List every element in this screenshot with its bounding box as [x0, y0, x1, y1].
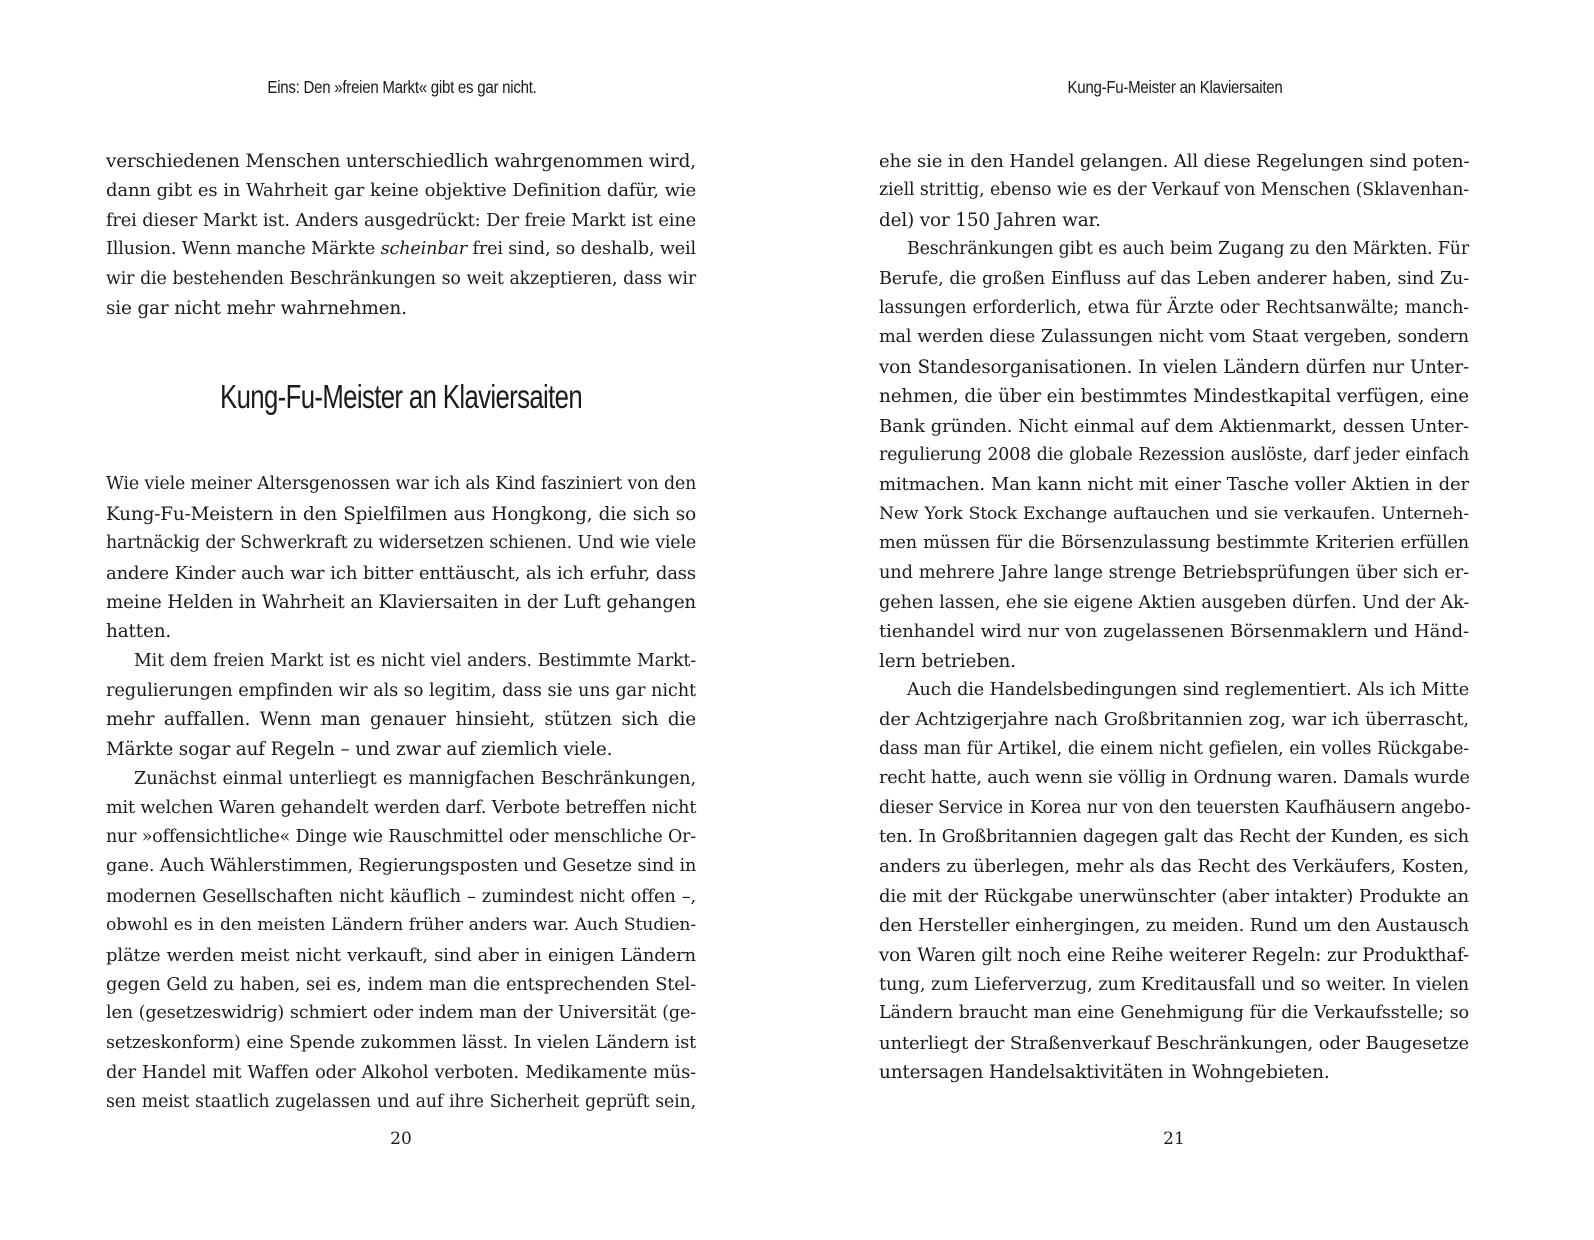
text-line: die mit der Rückgabe unerwünschter (aber intakter) Produkte an — [879, 885, 1469, 907]
text-line: mehr auffallen. Wenn man genauer hinsieht, stützen sich die — [106, 709, 696, 731]
text-line: und mehrere Jahre lange strenge Betriebsprüfungen über sich er- — [879, 562, 1469, 584]
text-line: Kung-Fu-Meistern in den Spielfilmen aus Hongkong, die sich so — [106, 503, 696, 525]
text-line: dieser Service in Korea nur von den teuersten Kaufhäusern angebo- — [879, 797, 1471, 818]
text-line: mitmachen. Man kann nicht mit einer Tasche voller Aktien in der — [879, 474, 1469, 496]
text-line: von Standesorganisationen. In vielen Ländern dürfen nur Unter- — [879, 356, 1469, 378]
text-line: ziell strittig, ebenso wie es der Verkauf von Menschen (Sklavenhan- — [879, 180, 1469, 201]
text-line: gehen lassen, ehe sie eigene Aktien ausgeben dürfen. Und der Ak- — [879, 591, 1470, 613]
text-line: nur »offensichtliche« Dinge wie Rauschmittel oder menschliche Or- — [106, 827, 696, 848]
text-line: untersagen Handelsaktivitäten in Wohngebieten. — [879, 1062, 1330, 1084]
text-line: New York Stock Exchange auftauchen und sie verkaufen. Unterneh- — [879, 503, 1469, 524]
section-heading-text: Kung-Fu-Meister an Klaviersaiten — [219, 378, 583, 416]
text-line: verschiedenen Menschen unterschiedlich wahrgenommen wird, — [106, 151, 696, 172]
text-line: ehe sie in den Handel gelangen. All diese Regelungen sind poten- — [879, 151, 1470, 172]
text-line: sie gar nicht mehr wahrnehmen. — [106, 297, 407, 319]
text-line: gegen Geld zu haben, sei es, indem man die entsprechenden Stel- — [106, 973, 696, 995]
text-line: modernen Gesellschaften nicht käuflich – zumindest nicht offen –, — [106, 885, 696, 907]
text-line: Zunächst einmal unterliegt es mannigfachen Beschränkungen, — [134, 768, 696, 790]
text-line: men müssen für die Börsenzulassung bestimmte Kriterien erfüllen — [879, 533, 1469, 554]
text-line: Ländern braucht man eine Genehmigung für die Verkaufsstelle; so — [879, 1003, 1469, 1024]
left-paragraphs-after-heading — [106, 470, 696, 1117]
left-paragraphs-before-heading — [106, 147, 696, 323]
text-line: Berufe, die großen Einfluss auf das Leben anderer haben, sind Zu- — [879, 268, 1469, 289]
text-line: meine Helden in Wahrheit an Klaviersaiten in der Luft gehangen — [106, 591, 696, 613]
text-line: frei dieser Markt ist. Anders ausgedrückt: Der freie Markt ist eine — [106, 209, 696, 231]
text-line: mit welchen Waren gehandelt werden darf. Verbote betreffen nicht — [106, 797, 697, 818]
text-line: Mit dem freien Markt ist es nicht viel anders. Bestimmte Markt- — [134, 650, 696, 671]
left-text-block — [106, 147, 696, 1117]
section-heading — [106, 323, 696, 470]
right-page — [797, 0, 1594, 1240]
text-line: wir die bestehenden Beschränkungen so weit akzeptieren, dass wir — [106, 268, 696, 289]
text-line: hatten. — [106, 621, 172, 643]
text-line: tung, zum Lieferverzug, zum Kreditausfall und so weiter. In vielen — [879, 973, 1469, 995]
text-line: unterliegt der Straßenverkauf Beschränkungen, oder Baugesetze — [879, 1032, 1469, 1054]
text-line: dann gibt es in Wahrheit gar keine objektive Definition dafür, wie — [106, 180, 696, 202]
text-line: lern betrieben. — [879, 650, 1016, 672]
text-line: Wie viele meiner Altersgenossen war ich als Kind fasziniert von den — [106, 474, 697, 495]
text-line: anders zu überlegen, mehr als das Recht des Verkäufers, Kosten, — [879, 856, 1469, 878]
text-line: Auch die Handelsbedingungen sind reglementiert. Als ich Mitte — [907, 680, 1469, 701]
text-line: mal werden diese Zulassungen nicht vom Staat vergeben, sondern — [879, 327, 1469, 348]
text-line: regulierungen empfinden wir als so legitim, dass sie uns gar nicht — [106, 680, 696, 702]
right-text-block — [879, 147, 1469, 1088]
right-paragraphs — [879, 147, 1469, 1088]
text-line: dass man für Artikel, die einem nicht gefielen, ein volles Rückgabe- — [879, 738, 1469, 759]
text-line: plätze werden meist nicht verkauft, sind aber in einigen Ländern — [106, 944, 696, 966]
text-line: der Achtzigerjahre nach Großbritannien zog, war ich überrascht, — [879, 709, 1469, 731]
text-line — [106, 235, 696, 264]
emphasis-text: scheinbar — [380, 239, 468, 260]
text-line: Bank gründen. Nicht einmal auf dem Aktienmarkt, dessen Unter- — [879, 415, 1469, 437]
text-line: setzeskonform) eine Spende zukommen lässt. In vielen Ländern ist — [106, 1032, 696, 1053]
text-line: sen meist staatlich zugelassen und auf ihre Sicherheit geprüft sein, — [106, 1091, 696, 1112]
text-line: del) vor 150 Jahren war. — [879, 209, 1101, 231]
text-segment: Illusion. Wenn manche Märkte — [106, 239, 381, 260]
text-line: tienhandel wird nur von zugelassenen Börsenmaklern und Händ- — [879, 621, 1469, 643]
text-line: recht hatte, auch wenn sie völlig in Ordnung waren. Damals wurde — [879, 768, 1470, 789]
running-head-right: Kung-Fu-Meister an Klaviersaiten — [1067, 77, 1283, 97]
text-line: nehmen, die über ein bestimmtes Mindestkapital verfügen, eine — [879, 386, 1469, 408]
text-line: hartnäckig der Schwerkraft zu widersetzen schienen. Und wie viele — [106, 533, 696, 554]
text-line: gane. Auch Wählerstimmen, Regierungsposten und Gesetze sind in — [106, 856, 697, 877]
text-line: Beschränkungen gibt es auch beim Zugang zu den Märkten. Für — [907, 239, 1470, 260]
running-head-left: Eins: Den »freien Markt« gibt es gar nicht. — [267, 77, 537, 97]
text-line: regulierung 2008 die globale Rezession auslöste, darf jeder einfach — [879, 444, 1469, 465]
text-line: ten. In Großbritannien dagegen galt das Recht der Kunden, es sich — [879, 826, 1469, 847]
text-line: der Handel mit Waffen oder Alkohol verboten. Medikamente müs- — [106, 1062, 696, 1084]
text-line: obwohl es in den meisten Ländern früher anders war. Auch Studien- — [106, 915, 696, 936]
text-line: lassungen erforderlich, etwa für Ärzte oder Rechtsanwälte; manch- — [879, 297, 1469, 318]
text-line: Märkte sogar auf Regeln – und zwar auf ziemlich viele. — [106, 738, 613, 760]
text-line: andere Kinder auch war ich bitter enttäuscht, als ich erfuhr, dass — [106, 562, 696, 584]
text-segment: frei sind, so deshalb, weil — [467, 239, 696, 260]
text-line: den Hersteller einhergingen, zu meiden. Rund um den Austausch — [879, 915, 1469, 937]
page-number-right: 21 — [1163, 1129, 1185, 1149]
text-line: len (gesetzeswidrig) schmiert oder indem man der Universität (ge- — [106, 1003, 696, 1024]
text-line: von Waren gilt noch eine Reihe weiterer Regeln: zur Produkthaf- — [879, 944, 1469, 966]
page-number-left: 20 — [390, 1129, 412, 1149]
